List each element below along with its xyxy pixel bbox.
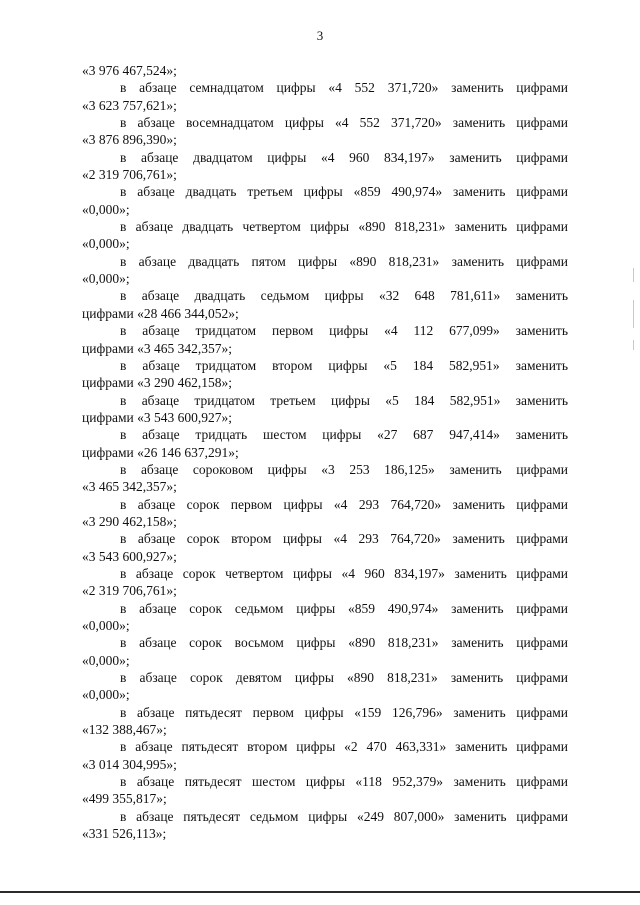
paragraph-first-line: в абзаце семнадцатом цифры «4 552 371,720» заменить цифрами [120,80,568,96]
paragraph-first-line: в абзаце двадцать четвертом цифры «890 818,231» заменить цифрами [120,219,568,235]
paragraph-continuation-line: «0,000»; [82,271,130,287]
paragraph-continuation-line: «3 976 467,524»; [82,63,177,78]
paragraph-first-line: в абзаце сорок девятом цифры «890 818,231» заменить цифрами [120,670,568,686]
paragraph-continuation-line: цифрами «3 465 342,357»; [82,340,232,356]
paragraph-continuation-line: цифрами «3 543 600,927»; [82,409,232,425]
paragraph-continuation-line: «0,000»; [82,201,130,217]
paragraph-first-line: в абзаце двадцать седьмом цифры «32 648 781,611» заменить [120,288,568,304]
paragraph-continuation-line: «132 388,467»; [82,722,167,738]
scan-edge-mark [633,340,634,350]
paragraph-first-line: в абзаце тридцатом третьем цифры «5 184 582,951» заменить [120,392,568,408]
paragraph-continuation-line: «3 543 600,927»; [82,548,177,564]
paragraph-first-line: в абзаце двадцать третьем цифры «859 490,974» заменить цифрами [120,184,568,200]
paragraph-first-line: в абзаце пятьдесят седьмом цифры «249 807,000» заменить цифрами [120,808,568,824]
paragraph-continuation-line: «0,000»; [82,236,130,252]
paragraph-continuation-line: «0,000»; [82,652,130,668]
paragraph-continuation-line: «3 014 304,995»; [82,756,177,772]
paragraph-first-line: в абзаце двадцать пятом цифры «890 818,231» заменить цифрами [120,253,568,269]
scan-edge-mark [633,300,634,328]
paragraph-first-line: в абзаце пятьдесят шестом цифры «118 952,379» заменить цифрами [120,774,568,790]
paragraph-first-line: в абзаце пятьдесят первом цифры «159 126,796» заменить цифрами [120,704,568,720]
paragraph-first-line: в абзаце сорок втором цифры «4 293 764,720» заменить цифрами [120,531,568,547]
paragraph-continuation-line: «0,000»; [82,618,130,633]
paragraph-first-line: в абзаце тридцатом первом цифры «4 112 677,099» заменить [120,323,568,339]
paragraph-continuation-line: «499 355,817»; [82,791,167,807]
paragraph-continuation-line: «3 876 896,390»; [82,132,177,148]
paragraph-first-line: в абзаце сорок четвертом цифры «4 960 834,197» заменить цифрами [120,565,568,581]
page-number: 3 [316,28,324,43]
paragraph-continuation-line: «3 465 342,357»; [82,479,177,495]
paragraph-continuation-line: «3 623 757,621»; [82,97,177,113]
paragraph-continuation-line: цифрами «26 146 637,291»; [82,444,239,460]
paragraph-first-line: в абзаце тридцать шестом цифры «27 687 947,414» заменить [120,427,568,443]
paragraph-first-line: в абзаце сороковом цифры «3 253 186,125» заменить цифрами [120,461,568,477]
paragraph-continuation-line: «2 319 706,761»; [82,167,177,183]
paragraph-continuation-line: «2 319 706,761»; [82,583,177,599]
document-body [82,62,568,842]
paragraph-first-line: в абзаце сорок первом цифры «4 293 764,720» заменить цифрами [120,496,568,512]
paragraph-first-line: в абзаце тридцатом втором цифры «5 184 582,951» заменить [120,357,568,373]
paragraph-continuation-line: цифрами «3 290 462,158»; [82,375,232,391]
paragraph-first-line: в абзаце пятьдесят втором цифры «2 470 463,331» заменить цифрами [120,739,568,755]
paragraph-first-line: в абзаце сорок восьмом цифры «890 818,231» заменить цифрами [120,635,568,651]
paragraph-first-line: в абзаце двадцатом цифры «4 960 834,197» заменить цифрами [120,149,568,165]
paragraph-continuation-line: «3 290 462,158»; [82,513,177,529]
scan-edge-mark [633,268,634,282]
bottom-rule [0,891,640,893]
paragraph-first-line: в абзаце сорок седьмом цифры «859 490,974» заменить цифрами [120,600,568,616]
paragraph-continuation-line: «0,000»; [82,687,130,703]
paragraph-continuation-line: цифрами «28 466 344,052»; [82,305,239,321]
paragraph-first-line: в абзаце восемнадцатом цифры «4 552 371,720» заменить цифрами [120,115,568,131]
paragraph-continuation-line: «331 526,113»; [82,826,167,842]
